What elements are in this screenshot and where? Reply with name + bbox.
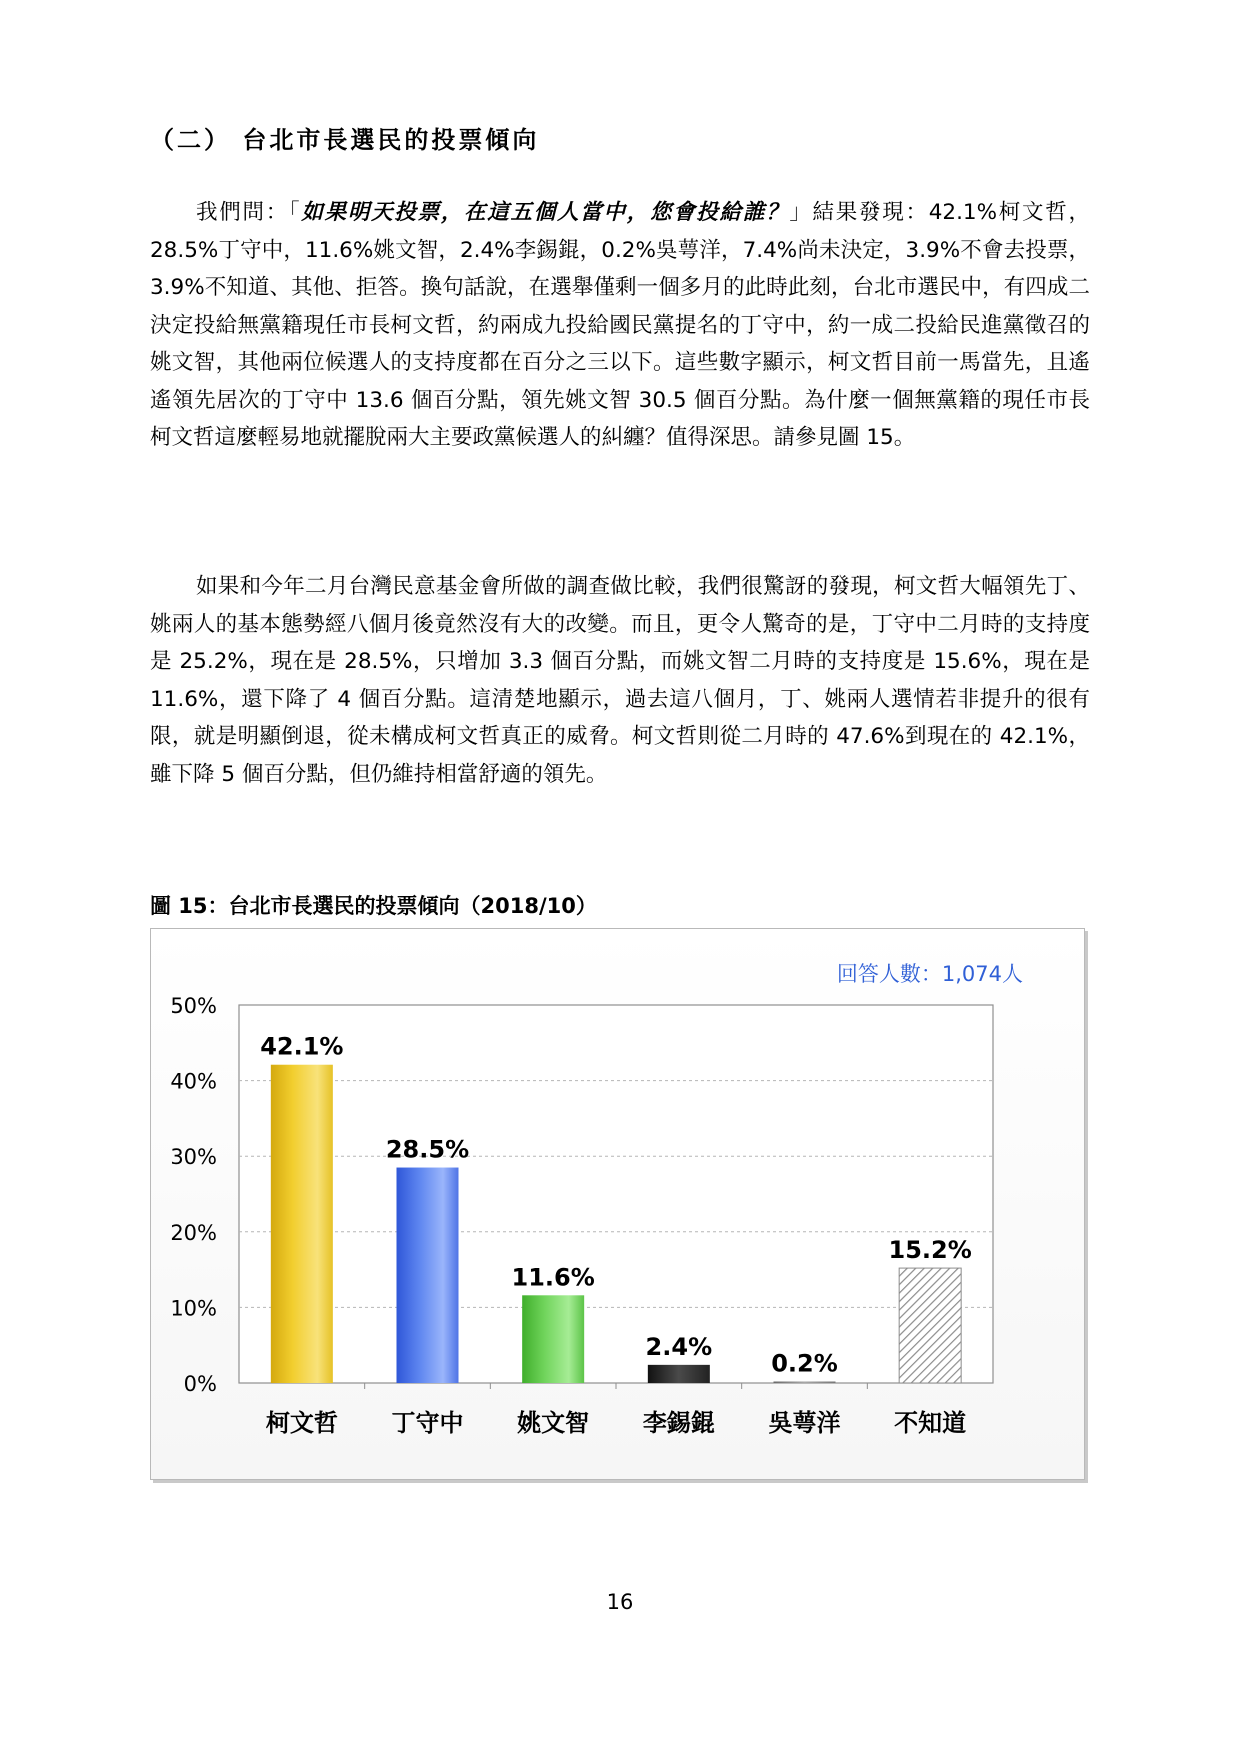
respondent-count-annotation: 回答人數：1,074人 <box>836 962 1023 986</box>
x-tick-label-2: 姚文智 <box>517 1409 590 1437</box>
y-axis-ticks <box>170 994 217 1396</box>
value-label-3: 2.4% <box>645 1332 713 1361</box>
x-tick-label-1: 丁守中 <box>391 1409 464 1437</box>
value-label-5: 15.2% <box>888 1236 972 1265</box>
y-tick-label: 20% <box>170 1220 217 1245</box>
value-label-1: 28.5% <box>385 1135 470 1164</box>
bar-2 <box>522 1295 584 1383</box>
y-tick-label: 0% <box>183 1372 217 1396</box>
x-tick-label-3: 李錫錕 <box>642 1409 715 1437</box>
bar-chart <box>151 929 1084 1479</box>
y-tick-label: 30% <box>170 1145 217 1170</box>
survey-question: 如果明天投票，在這五個人當中，您會投給誰？ <box>301 200 790 225</box>
paragraph-1 <box>150 194 1090 457</box>
paragraph-2: 如果和今年二月台灣民意基金會所做的調查做比較，我們很驚訝的發現，柯文哲大幅領先丁、姚兩人的基本態勢經八個月後竟然沒有大的改變。而且，更令人驚奇的是，丁守中二月時的支持度是 25.2%，現在是 28.5%，只增加 3.3 個百分點，而姚文智二月時的支持度是 15.6%，現在是 11.6%，還下降了 4 個百分點。這清楚地顯示，過去這八個月，丁、姚兩人選情若非提升的很有限，就是明顯倒退，從未構成柯文哲真正的威脅。柯文哲則從二月時的 47.6%到現在的 42.1%，雖下降 5 個百分點，但仍維持相當舒適的領先。 <box>150 574 1090 787</box>
bar-0 <box>271 1065 333 1383</box>
bar-4 <box>774 1381 836 1383</box>
y-tick-label: 40% <box>170 1069 217 1094</box>
paragraph-1-prefix: 我們問：「 <box>196 200 302 225</box>
chart-frame <box>150 928 1085 1480</box>
x-axis-labels <box>266 1383 966 1437</box>
y-tick-label: 10% <box>170 1296 217 1321</box>
value-label-0: 42.1% <box>260 1032 344 1061</box>
value-label-4: 0.2% <box>771 1349 838 1378</box>
bar-5 <box>899 1268 961 1383</box>
paragraph-1-body: 」結果發現：42.1%柯文哲，28.5%丁守中，11.6%姚文智，2.4%李錫錕，0.2%吳萼洋，7.4%尚未決定，3.9%不會去投票，3.9%不知道、其他、拒答。換句話說，在選舉僅剩一個多月的此時此刻，台北市選民中，有四成二決定投給無黨籍現任市長柯文哲，約兩成九投給國民黨提名的丁守中，約一成二投給民進黨徵召的姚文智，其他兩位候選人的支持度都在百分之三以下。這些數字顯示，柯文哲目前一馬當先，且遙遙領先居次的丁守中 13.6 個百分點，領先姚文智 30.5 個百分點。為什麼一個無黨籍的現任市長柯文哲這麼輕易地就擺脫兩大主要政黨候選人的糾纏？值得深思。請參見圖 15。 <box>150 200 1090 450</box>
bar-1 <box>397 1168 459 1383</box>
page-number: 16 <box>606 1590 634 1614</box>
x-tick-label-0: 柯文哲 <box>265 1409 338 1437</box>
section-heading: （二） 台北市長選民的投票傾向 <box>150 126 540 154</box>
x-tick-label-4: 吳萼洋 <box>768 1409 841 1437</box>
x-tick-label-5: 不知道 <box>894 1409 967 1437</box>
plot-area <box>239 1005 993 1383</box>
y-tick-label: 50% <box>170 994 217 1018</box>
figure-caption: 圖 15：台北市長選民的投票傾向（2018/10） <box>150 894 597 918</box>
value-label-2: 11.6% <box>511 1263 595 1292</box>
bar-3 <box>648 1365 710 1383</box>
